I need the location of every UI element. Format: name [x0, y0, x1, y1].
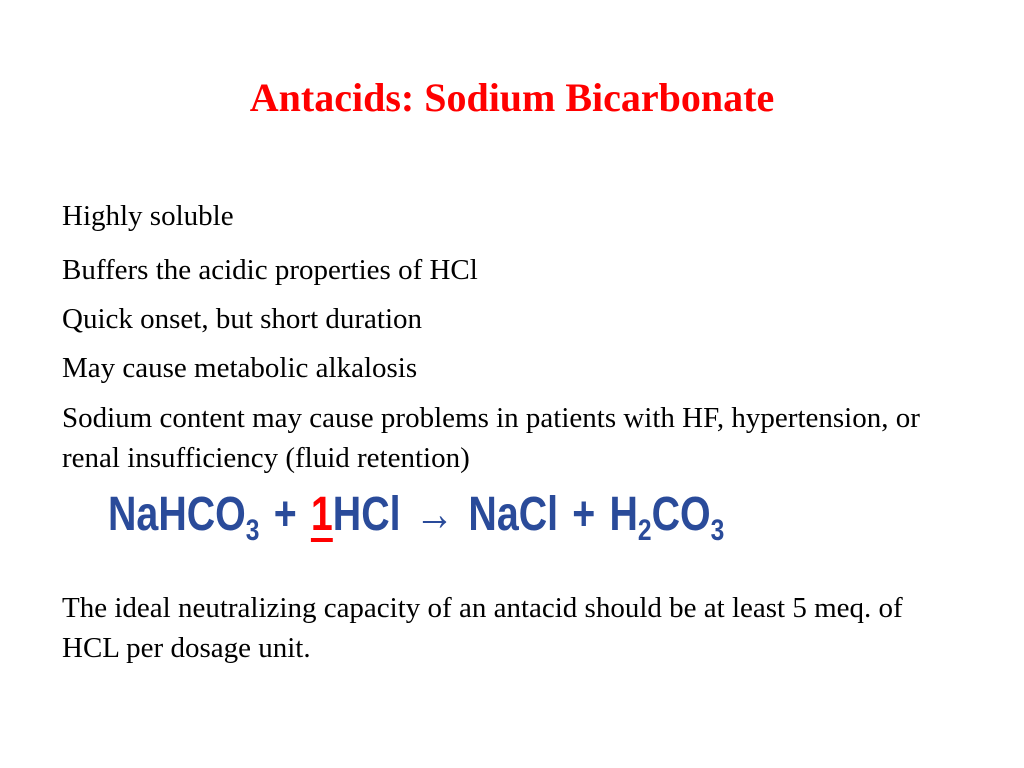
equation-plus-1: + — [273, 488, 297, 541]
bullet-buffers: Buffers the acidic properties of HCl — [62, 254, 478, 286]
bullet-sodium-content: Sodium content may cause problems in patients with HF, hypertension, or renal insufficiency (fluid retention) — [62, 402, 920, 474]
equation-plus-2: + — [572, 488, 596, 541]
equation-arrow-icon: → — [414, 488, 455, 541]
equation-product2-subscript-2: 3 — [710, 514, 725, 547]
neutralizing-capacity-note: The ideal neutralizing capacity of an antacid should be at least 5 meq. of HCL per dosage unit. — [62, 592, 903, 664]
bullet-highly-soluble: Highly soluble — [62, 200, 234, 232]
equation-product1: NaCl — [468, 488, 559, 541]
equation-product2-co: CO — [651, 488, 711, 541]
slide-title: Antacids: Sodium Bicarbonate — [249, 75, 775, 120]
chemical-equation — [108, 478, 724, 552]
equation-product2-subscript-1: 2 — [637, 514, 652, 547]
bullet-quick-onset: Quick onset, but short duration — [62, 303, 423, 335]
equation-product2-h: H — [609, 488, 638, 541]
equation-reactant1: NaHCO — [108, 488, 246, 541]
bullet-metabolic-alkalosis: May cause metabolic alkalosis — [62, 352, 418, 384]
equation-coefficient: 1 — [310, 488, 333, 541]
equation-reactant1-subscript: 3 — [245, 514, 260, 547]
equation-reactant2: HCl — [332, 488, 401, 541]
